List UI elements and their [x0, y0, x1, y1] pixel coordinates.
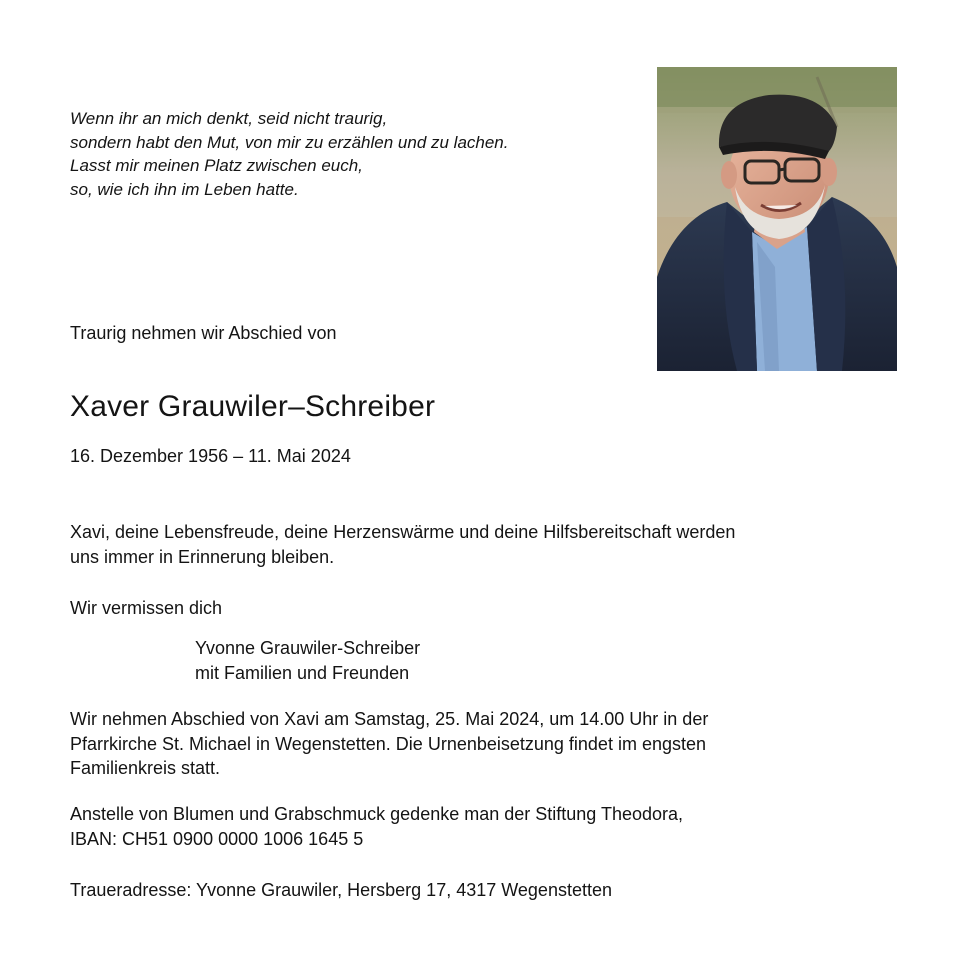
poem-line: Lasst mir meinen Platz zwischen euch, — [70, 156, 363, 175]
mourner-line: Yvonne Grauwiler-Schreiber — [195, 638, 421, 658]
poem-line: sondern habt den Mut, von mir zu erzählen und zu lachen. — [70, 132, 509, 152]
poem-line: so, wie ich ihn im Leben hatte. — [70, 179, 299, 199]
mourning-address — [70, 878, 890, 903]
mourners — [195, 636, 695, 685]
tribute-line: uns immer in Erinnerung bleiben. — [70, 546, 335, 567]
donation-line: Anstelle von Blumen und Grabschmuck gedenke man der Stiftung Theodora, — [70, 804, 684, 824]
miss-text — [70, 596, 890, 621]
donation-paragraph — [70, 802, 890, 851]
miss-line: Wir vermissen dich — [70, 598, 223, 618]
poem — [70, 107, 640, 201]
tribute-paragraph — [70, 520, 890, 569]
service-line: Wir nehmen Abschied von Xavi am Samstag, 25. Mai 2024, um 14.00 Uhr in der — [70, 709, 709, 729]
portrait-photo-icon — [657, 67, 897, 371]
donation-line: IBAN: CH51 0900 0000 1006 1645 5 — [70, 828, 364, 849]
service-paragraph — [70, 707, 890, 781]
service-line: Familienkreis statt. — [70, 758, 221, 778]
intro-text: Traurig nehmen wir Abschied von — [70, 323, 337, 343]
address-line: Traueradresse: Yvonne Grauwiler, Hersberg 17, 4317 Wegenstetten — [70, 880, 612, 900]
life-dates: 16. Dezember 1956 – 11. Mai 2024 — [70, 446, 351, 466]
tribute-line: Xavi, deine Lebensfreude, deine Herzenswärme und deine Hilfsbereitschaft werden — [70, 522, 736, 542]
service-line: Pfarrkirche St. Michael in Wegenstetten. Die Urnenbeisetzung findet im engsten — [70, 733, 706, 754]
poem-line: Wenn ihr an mich denkt, seid nicht traurig, — [70, 109, 388, 128]
deceased-name: Xaver Grauwiler–Schreiber — [70, 390, 436, 423]
mourner-line: mit Familien und Freunden — [195, 662, 410, 683]
